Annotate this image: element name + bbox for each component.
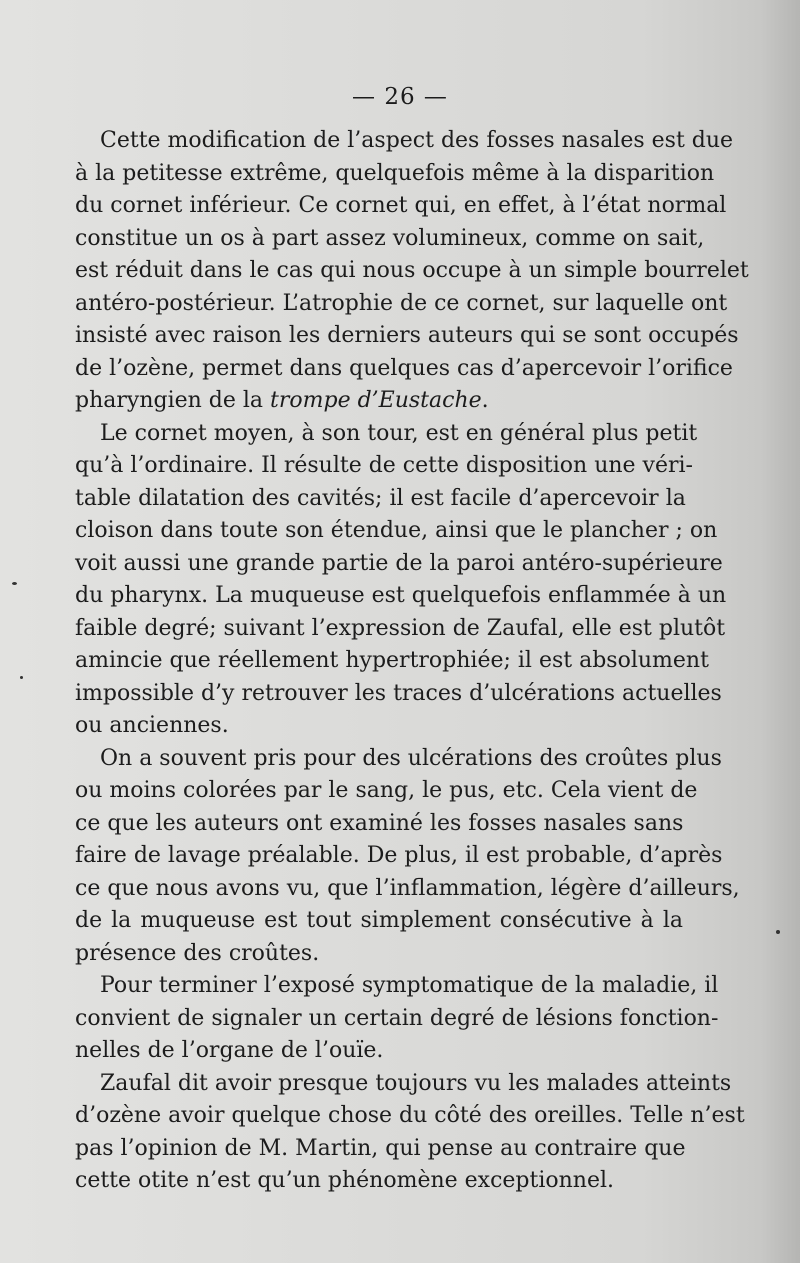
text-line: Zaufal dit avoir presque toujours vu les malades atteints (100, 1070, 732, 1096)
ink-speck (12, 582, 17, 585)
ink-speck (776, 930, 780, 934)
text-line: table dilatation des cavités; il est facile d’apercevoir la (75, 485, 686, 511)
italic-term: trompe d’Eustache (270, 388, 482, 413)
text-line: faible degré; suivant l’expression de Zaufal, elle est plutôt (75, 615, 726, 641)
text-line: présence des croûtes. (75, 940, 320, 966)
paragraph-2 (75, 418, 727, 743)
text-line: de l’ozène, permet dans quelques cas d’apercevoir l’orifice (75, 355, 733, 381)
text-line: ou moins colorées par le sang, le pus, etc. Cela vient de (75, 778, 698, 803)
text-line: ou anciennes. (75, 713, 229, 738)
paragraph-4 (75, 970, 719, 1068)
ink-speck (20, 676, 23, 679)
text-line: insisté avec raison les derniers auteurs qui se sont occupés (75, 323, 739, 348)
text-line: est réduit dans le cas qui nous occupe à un simple bourrelet (75, 258, 749, 283)
text-line: Cette modification de l’aspect des fosses nasales est due (100, 128, 734, 153)
text-line: ce que les auteurs ont examiné les fosses nasales sans (75, 810, 684, 836)
text-line: d’ozène avoir quelque chose du côté des oreilles. Telle n’est (75, 1103, 745, 1128)
paragraph-5 (75, 1068, 745, 1198)
text-line: à la petitesse extrême, quelquefois même à la disparition (75, 160, 715, 186)
line-text: pharyngien de la (75, 388, 271, 413)
text-line: de la muqueuse est tout simplement consécutive à la (75, 908, 683, 933)
text-line: amincie que réellement hypertrophiée; il est absolument (75, 648, 709, 673)
text-line: cette otite n’est qu’un phénomène exceptionnel. (75, 1168, 614, 1193)
text-line: constitue un os à part assez volumineux, comme on sait, (75, 225, 705, 251)
text-line: nelles de l’organe de l’ouïe. (75, 1038, 384, 1063)
paragraph-3 (75, 743, 740, 971)
line-punctuation: . (481, 388, 489, 413)
page-number: — 26 — (352, 84, 448, 110)
text-line: impossible d’y retrouver les traces d’ulcérations actuelles (75, 680, 722, 706)
text-line: du pharynx. La muqueuse est quelquefois enflammée à un (75, 583, 727, 608)
text-line: antéro-postérieur. L’atrophie de ce cornet, sur laquelle ont (75, 290, 728, 316)
body-text (75, 125, 749, 1198)
paragraph-1 (75, 125, 749, 418)
text-line: ce que nous avons vu, que l’inflammation, légère d’ailleurs, (75, 875, 740, 901)
text-line: cloison dans toute son étendue, ainsi que le plancher ; on (75, 518, 718, 543)
text-line: convient de signaler un certain degré de lésions fonction- (75, 1005, 719, 1031)
text-line: qu’à l’ordinaire. Il résulte de cette disposition une véri- (75, 453, 693, 478)
text-line: pas l’opinion de M. Martin, qui pense au contraire que (75, 1135, 686, 1161)
text-line: On a souvent pris pour des ulcérations des croûtes plus (100, 745, 722, 771)
text-line: Pour terminer l’exposé symptomatique de la maladie, il (100, 973, 719, 998)
text-line: voit aussi une grande partie de la paroi antéro-supérieure (75, 550, 723, 576)
text-line: du cornet inférieur. Ce cornet qui, en effet, à l’état normal (75, 193, 727, 218)
text-line (75, 385, 683, 418)
text-line: faire de lavage préalable. De plus, il est probable, d’après (75, 843, 723, 868)
text-line: Le cornet moyen, à son tour, est en général plus petit (100, 420, 698, 446)
